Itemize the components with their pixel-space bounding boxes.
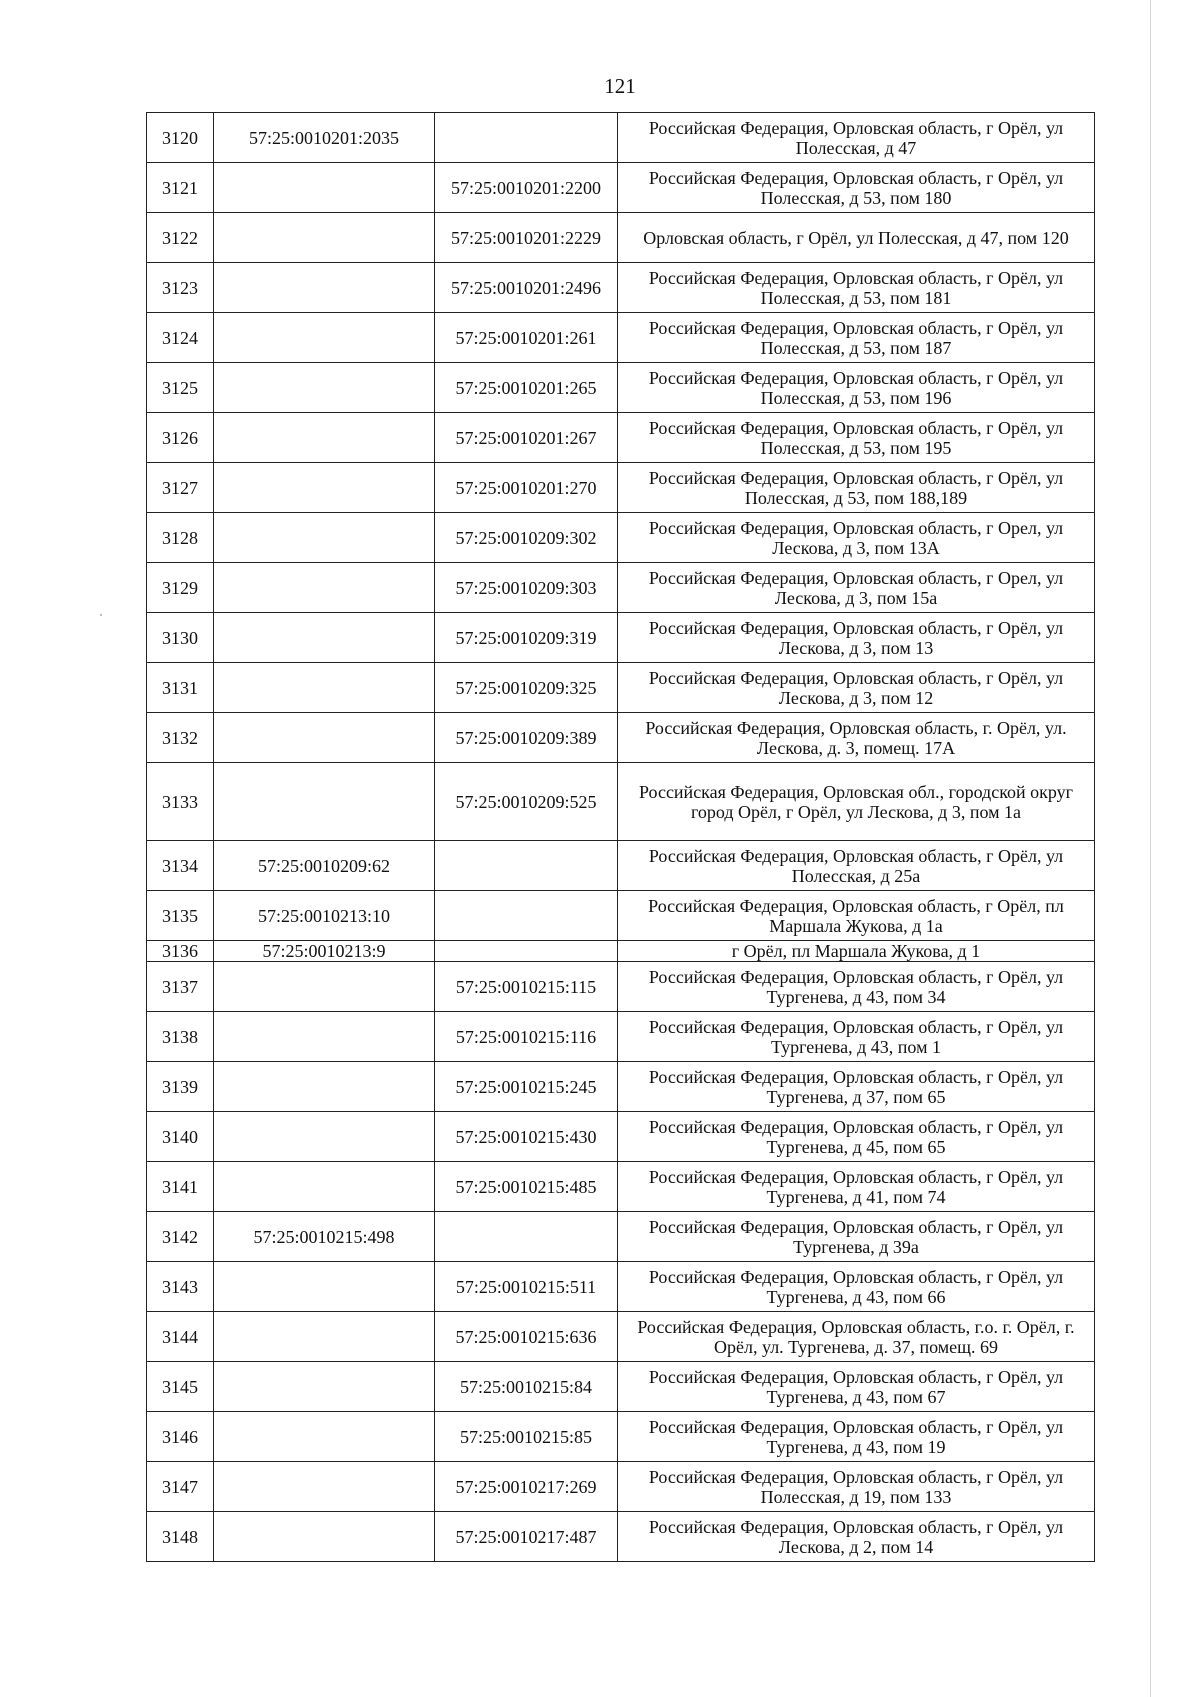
table-row [147,663,1095,713]
address-cell: Российская Федерация, Орловская область, г Орёл, ул Тургенева, д 43, пом 34 [618,962,1095,1012]
row-number-cell: 3130 [147,613,214,663]
address-cell: Российская Федерация, Орловская область, г Орёл, ул Полесская, д 53, пом 195 [618,413,1095,463]
table-row [147,313,1095,363]
premises-cadastral-number-cell [435,113,618,163]
row-number-cell: 3148 [147,1512,214,1562]
register-table-body [147,113,1095,1562]
row-number-cell: 3133 [147,763,214,841]
premises-cadastral-number-cell: 57:25:0010209:302 [435,513,618,563]
table-row [147,1212,1095,1262]
land-cadastral-number-cell [214,1112,435,1162]
land-cadastral-number-cell [214,1512,435,1562]
row-number-cell: 3147 [147,1462,214,1512]
table-row [147,413,1095,463]
table-row [147,941,1095,962]
table-row [147,363,1095,413]
address-cell: Российская Федерация, Орловская область, г Орёл, ул Тургенева, д 39а [618,1212,1095,1262]
premises-cadastral-number-cell: 57:25:0010209:303 [435,563,618,613]
address-cell: Российская Федерация, Орловская область, г.о. г. Орёл, г. Орёл, ул. Тургенева, д. 37, помещ. 69 [618,1312,1095,1362]
premises-cadastral-number-cell: 57:25:0010201:2200 [435,163,618,213]
land-cadastral-number-cell [214,663,435,713]
land-cadastral-number-cell: 57:25:0010201:2035 [214,113,435,163]
land-cadastral-number-cell [214,413,435,463]
row-number-cell: 3124 [147,313,214,363]
land-cadastral-number-cell [214,613,435,663]
premises-cadastral-number-cell: 57:25:0010201:265 [435,363,618,413]
row-number-cell: 3128 [147,513,214,563]
address-cell: Российская Федерация, Орловская область, г Орёл, ул Тургенева, д 45, пом 65 [618,1112,1095,1162]
premises-cadastral-number-cell: 57:25:0010215:485 [435,1162,618,1212]
table-row [147,962,1095,1012]
land-cadastral-number-cell [214,1062,435,1112]
table-row [147,763,1095,841]
premises-cadastral-number-cell: 57:25:0010209:319 [435,613,618,663]
table-row [147,1462,1095,1512]
row-number-cell: 3120 [147,113,214,163]
land-cadastral-number-cell [214,463,435,513]
table-row [147,841,1095,891]
address-cell: Российская Федерация, Орловская обл., городской округ город Орёл, г Орёл, ул Лескова, д 3, пом 1а [618,763,1095,841]
property-register-table [146,112,1095,1562]
address-cell: Российская Федерация, Орловская область, г Орёл, ул Полесская, д 25а [618,841,1095,891]
land-cadastral-number-cell [214,163,435,213]
premises-cadastral-number-cell [435,891,618,941]
table-row [147,263,1095,313]
table-row [147,113,1095,163]
table-row [147,613,1095,663]
premises-cadastral-number-cell: 57:25:0010215:85 [435,1412,618,1462]
land-cadastral-number-cell [214,313,435,363]
premises-cadastral-number-cell: 57:25:0010201:2496 [435,263,618,313]
premises-cadastral-number-cell: 57:25:0010201:270 [435,463,618,513]
premises-cadastral-number-cell: 57:25:0010209:525 [435,763,618,841]
premises-cadastral-number-cell [435,941,618,962]
land-cadastral-number-cell [214,962,435,1012]
row-number-cell: 3135 [147,891,214,941]
row-number-cell: 3125 [147,363,214,413]
address-cell: Российская Федерация, Орловская область, г Орёл, ул Лескова, д 3, пом 12 [618,663,1095,713]
row-number-cell: 3127 [147,463,214,513]
address-cell: Российская Федерация, Орловская область, г. Орёл, ул. Лескова, д. 3, помещ. 17А [618,713,1095,763]
table-row [147,1312,1095,1362]
land-cadastral-number-cell [214,563,435,613]
address-cell: Российская Федерация, Орловская область, г Орёл, ул Полесская, д 53, пом 181 [618,263,1095,313]
premises-cadastral-number-cell [435,841,618,891]
premises-cadastral-number-cell: 57:25:0010215:115 [435,962,618,1012]
land-cadastral-number-cell [214,213,435,263]
row-number-cell: 3142 [147,1212,214,1262]
premises-cadastral-number-cell: 57:25:0010215:430 [435,1112,618,1162]
table-row [147,1012,1095,1062]
premises-cadastral-number-cell: 57:25:0010215:245 [435,1062,618,1112]
address-cell: Российская Федерация, Орловская область, г Орёл, ул Полесская, д 53, пом 187 [618,313,1095,363]
land-cadastral-number-cell: 57:25:0010213:10 [214,891,435,941]
table-row [147,513,1095,563]
premises-cadastral-number-cell [435,1212,618,1262]
land-cadastral-number-cell [214,1362,435,1412]
table-row [147,213,1095,263]
land-cadastral-number-cell [214,263,435,313]
address-cell: Российская Федерация, Орловская область, г Орёл, ул Полесская, д 53, пом 188,189 [618,463,1095,513]
row-number-cell: 3139 [147,1062,214,1112]
table-row [147,713,1095,763]
row-number-cell: 3137 [147,962,214,1012]
address-cell: Орловская область, г Орёл, ул Полесская, д 47, пом 120 [618,213,1095,263]
row-number-cell: 3129 [147,563,214,613]
row-number-cell: 3136 [147,941,214,962]
scan-speck [100,614,102,616]
table-row [147,891,1095,941]
row-number-cell: 3131 [147,663,214,713]
premises-cadastral-number-cell: 57:25:0010215:116 [435,1012,618,1062]
address-cell: Российская Федерация, Орловская область, г Орёл, ул Полесская, д 53, пом 180 [618,163,1095,213]
address-cell: Российская Федерация, Орловская область, г Орёл, ул Тургенева, д 43, пом 19 [618,1412,1095,1462]
table-row [147,1062,1095,1112]
address-cell: Российская Федерация, Орловская область, г Орёл, ул Тургенева, д 41, пом 74 [618,1162,1095,1212]
land-cadastral-number-cell [214,513,435,563]
address-cell: Российская Федерация, Орловская область, г Орёл, ул Полесская, д 19, пом 133 [618,1462,1095,1512]
premises-cadastral-number-cell: 57:25:0010215:84 [435,1362,618,1412]
page-number: 121 [604,74,636,98]
premises-cadastral-number-cell: 57:25:0010201:267 [435,413,618,463]
row-number-cell: 3144 [147,1312,214,1362]
table-row [147,163,1095,213]
row-number-cell: 3141 [147,1162,214,1212]
land-cadastral-number-cell: 57:25:0010209:62 [214,841,435,891]
row-number-cell: 3138 [147,1012,214,1062]
land-cadastral-number-cell: 57:25:0010215:498 [214,1212,435,1262]
address-cell: Российская Федерация, Орловская область, г Орёл, ул Полесская, д 53, пом 196 [618,363,1095,413]
page-edge-line [1150,0,1151,1697]
premises-cadastral-number-cell: 57:25:0010215:511 [435,1262,618,1312]
table-row [147,1112,1095,1162]
address-cell: Российская Федерация, Орловская область, г Орёл, ул Лескова, д 2, пом 14 [618,1512,1095,1562]
premises-cadastral-number-cell: 57:25:0010209:325 [435,663,618,713]
address-cell: Российская Федерация, Орловская область, г Орел, ул Лескова, д 3, пом 13А [618,513,1095,563]
row-number-cell: 3122 [147,213,214,263]
premises-cadastral-number-cell: 57:25:0010209:389 [435,713,618,763]
row-number-cell: 3126 [147,413,214,463]
premises-cadastral-number-cell: 57:25:0010215:636 [435,1312,618,1362]
row-number-cell: 3143 [147,1262,214,1312]
land-cadastral-number-cell [214,1162,435,1212]
land-cadastral-number-cell [214,1012,435,1062]
row-number-cell: 3121 [147,163,214,213]
land-cadastral-number-cell: 57:25:0010213:9 [214,941,435,962]
premises-cadastral-number-cell: 57:25:0010201:2229 [435,213,618,263]
row-number-cell: 3132 [147,713,214,763]
table-row [147,1162,1095,1212]
address-cell: Российская Федерация, Орловская область, г Орёл, ул Тургенева, д 43, пом 1 [618,1012,1095,1062]
land-cadastral-number-cell [214,1312,435,1362]
row-number-cell: 3145 [147,1362,214,1412]
row-number-cell: 3134 [147,841,214,891]
table-row [147,563,1095,613]
address-cell: Российская Федерация, Орловская область, г Орёл, ул Лескова, д 3, пом 13 [618,613,1095,663]
address-cell: Российская Федерация, Орловская область, г Орёл, ул Тургенева, д 43, пом 66 [618,1262,1095,1312]
address-cell: г Орёл, пл Маршала Жукова, д 1 [618,941,1095,962]
table-row [147,1512,1095,1562]
land-cadastral-number-cell [214,363,435,413]
address-cell: Российская Федерация, Орловская область, г Орёл, ул Тургенева, д 37, пом 65 [618,1062,1095,1112]
row-number-cell: 3123 [147,263,214,313]
table-row [147,463,1095,513]
land-cadastral-number-cell [214,1262,435,1312]
table-row [147,1362,1095,1412]
address-cell: Российская Федерация, Орловская область, г Орёл, пл Маршала Жукова, д 1а [618,891,1095,941]
premises-cadastral-number-cell: 57:25:0010217:487 [435,1512,618,1562]
address-cell: Российская Федерация, Орловская область, г Орёл, ул Полесская, д 47 [618,113,1095,163]
address-cell: Российская Федерация, Орловская область, г Орел, ул Лескова, д 3, пом 15а [618,563,1095,613]
premises-cadastral-number-cell: 57:25:0010201:261 [435,313,618,363]
table-row [147,1412,1095,1462]
land-cadastral-number-cell [214,1412,435,1462]
land-cadastral-number-cell [214,1462,435,1512]
premises-cadastral-number-cell: 57:25:0010217:269 [435,1462,618,1512]
land-cadastral-number-cell [214,763,435,841]
row-number-cell: 3146 [147,1412,214,1462]
table-row [147,1262,1095,1312]
land-cadastral-number-cell [214,713,435,763]
address-cell: Российская Федерация, Орловская область, г Орёл, ул Тургенева, д 43, пом 67 [618,1362,1095,1412]
row-number-cell: 3140 [147,1112,214,1162]
